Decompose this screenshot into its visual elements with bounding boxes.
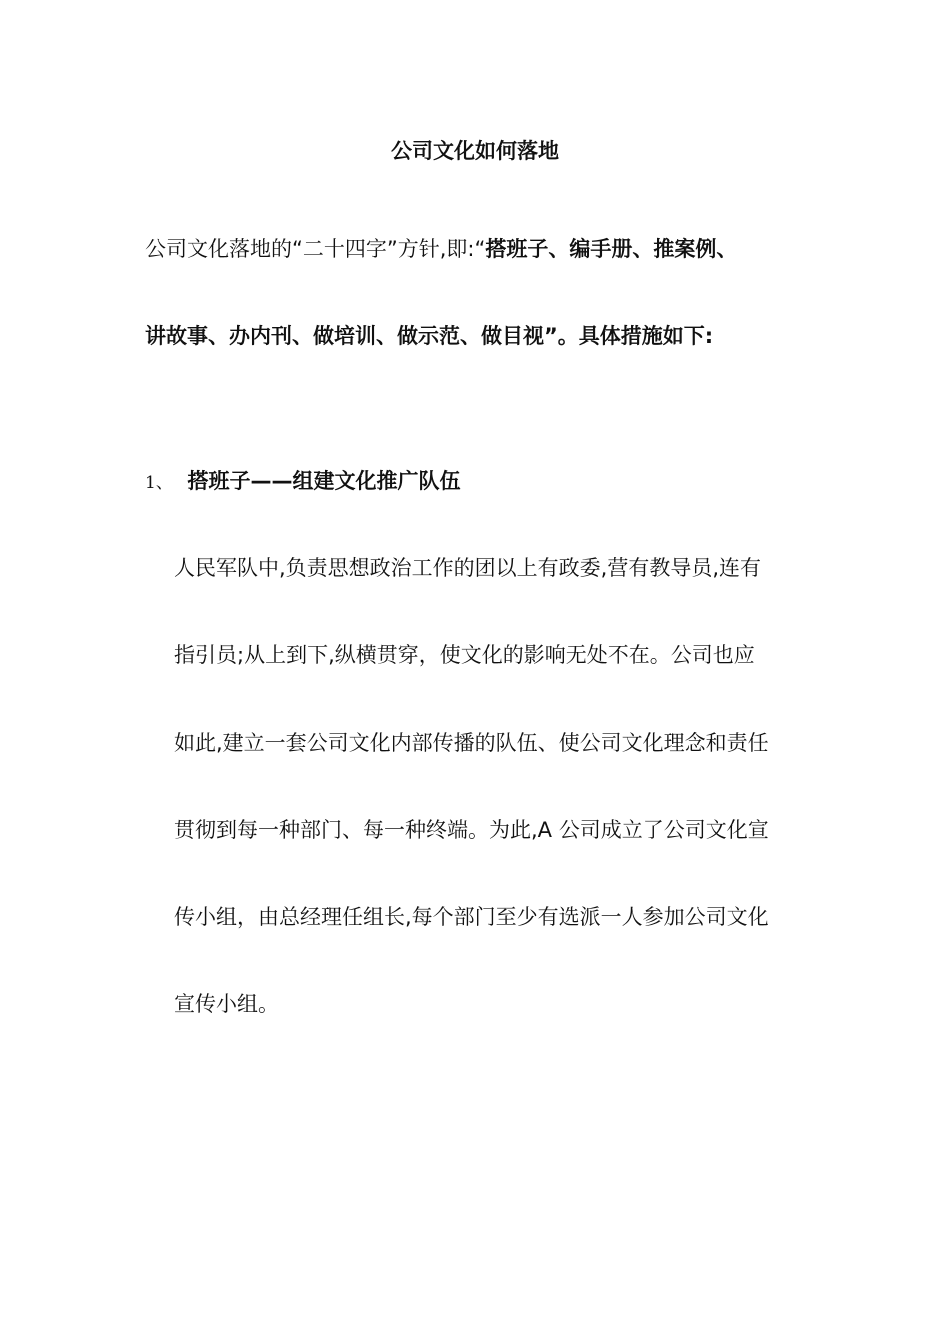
paragraph-line-5: 传小组，由总经理任组长,每个部门至少有选派一人参加公司文化 (174, 905, 769, 929)
intro-plain-text: 公司文化落地的“二十四字”方针,即:“ (145, 237, 486, 261)
paragraph-line-6: 宣传小组。 (174, 992, 279, 1016)
document-title: 公司文化如何落地 (391, 139, 559, 163)
intro-line-2: 讲故事、办内刊、做培训、做示范、做目视”。具体措施如下: (145, 324, 714, 348)
section-1-heading: 搭班子——组建文化推广队伍 (187, 469, 461, 493)
paragraph-line-2: 指引员;从上到下,纵横贯穿，使文化的影响无处不在。公司也应 (174, 643, 755, 667)
paragraph-line-4: 贯彻到每一种部门、每一种终端。为此,A 公司成立了公司文化宣 (174, 818, 769, 842)
intro-line-1 (145, 234, 737, 264)
section-1-heading-row (145, 466, 461, 498)
section-1-number: 1、 (145, 473, 173, 493)
intro-bold-text-1: 搭班子、编手册、推案例、 (485, 237, 738, 261)
paragraph-line-1: 人民军队中,负责思想政治工作的团以上有政委,营有教导员,连有 (174, 556, 762, 580)
paragraph-line-3: 如此,建立一套公司文化内部传播的队伍、使公司文化理念和责任 (174, 731, 769, 755)
